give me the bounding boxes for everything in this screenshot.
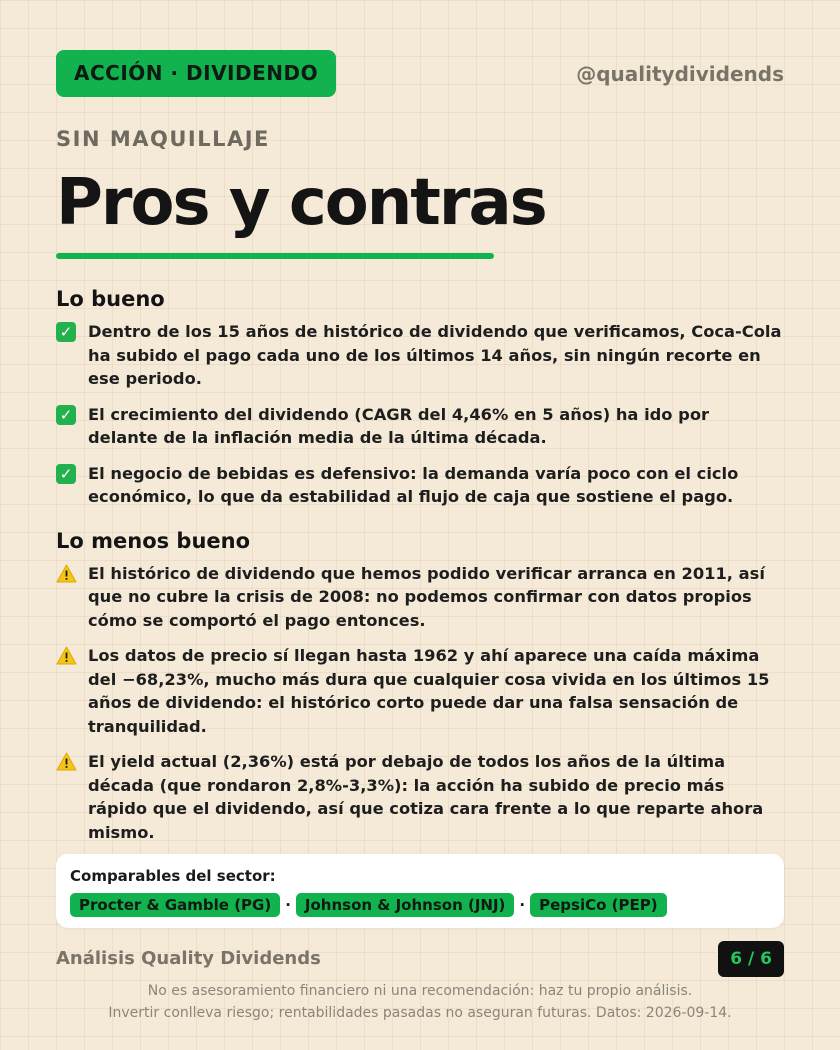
comparable-chip: PepsiCo (PEP): [530, 893, 666, 917]
list-item-text: El histórico de dividendo que hemos podido verificar arranca en 2011, así que no cubre la crisis de 2008: no podemos confirmar con datos propios cómo se comportó el pago entonces.: [88, 563, 765, 630]
warning-icon: [56, 646, 78, 665]
list-item: [56, 562, 784, 633]
list-item-text: Dentro de los 15 años de histórico de dividendo que verificamos, Coca-Cola ha subido el pago cada uno de los últimos 14 años, sin ningún recorte en ese periodo.: [88, 322, 782, 388]
pros-list: [56, 320, 784, 509]
comparables-box: [56, 854, 784, 928]
comparable-chip: Johnson & Johnson (JNJ): [296, 893, 515, 917]
disclaimer-line: Invertir conlleva riesgo; rentabilidades pasadas no aseguran futuras. Datos: 2026-09-14.: [108, 1005, 732, 1021]
check-icon: ✓: [56, 322, 78, 342]
footer-brand: Análisis Quality Dividends: [56, 948, 321, 969]
list-item: [56, 403, 784, 450]
check-icon: ✓: [56, 405, 78, 425]
slide: [56, 50, 784, 977]
list-item-text: El yield actual (2,36%) está por debajo de todos los años de la última década (que rondaron 2,8%-3,3%): la acción ha subido de precio más rápido que el dividendo, así que cotiza cara frente a lo que reparte ahora mismo.: [88, 752, 764, 842]
disclaimer-line: No es asesoramiento financiero ni una recomendación: haz tu propio análisis.: [147, 983, 693, 999]
comparables-label: Comparables del sector:: [70, 867, 276, 885]
pros-heading: Lo bueno: [56, 287, 165, 311]
list-item: [56, 750, 784, 844]
header: [56, 50, 784, 97]
cons-list: [56, 562, 784, 845]
comparable-chip: Procter & Gamble (PG): [70, 893, 280, 917]
cons-heading: Lo menos bueno: [56, 528, 251, 553]
footer: [56, 940, 784, 977]
account-handle: @qualitydividends: [576, 61, 784, 86]
page-title: Pros y contras: [56, 166, 546, 240]
disclaimer: [0, 980, 840, 1024]
list-item: [56, 320, 784, 391]
separator: ·: [285, 896, 291, 914]
category-badge: ACCIÓN · DIVIDENDO: [56, 50, 336, 97]
eyebrow: SIN MAQUILLAJE: [56, 127, 270, 151]
separator: ·: [519, 896, 526, 914]
list-item-text: Los datos de precio sí llegan hasta 1962 y ahí aparece una caída máxima del −68,23%, mucho más dura que cualquier cosa vivida en los últimos 15 años de dividendo: el histórico corto puede dar una falsa sensación de tranquilidad.: [88, 646, 770, 736]
check-icon: ✓: [56, 464, 78, 484]
list-item: [56, 462, 784, 509]
page-indicator: 6 / 6: [718, 941, 784, 977]
list-item-text: El negocio de bebidas es defensivo: la demanda varía poco con el ciclo económico, lo que da estabilidad al flujo de caja que sostiene el pago.: [88, 463, 739, 506]
list-item-text: El crecimiento del dividendo (CAGR del 4,46% en 5 años) ha ido por delante de la inflación media de la última década.: [88, 404, 710, 447]
list-item: [56, 644, 784, 738]
title-underline: [56, 253, 494, 259]
warning-icon: [56, 752, 78, 771]
warning-icon: [56, 564, 78, 583]
